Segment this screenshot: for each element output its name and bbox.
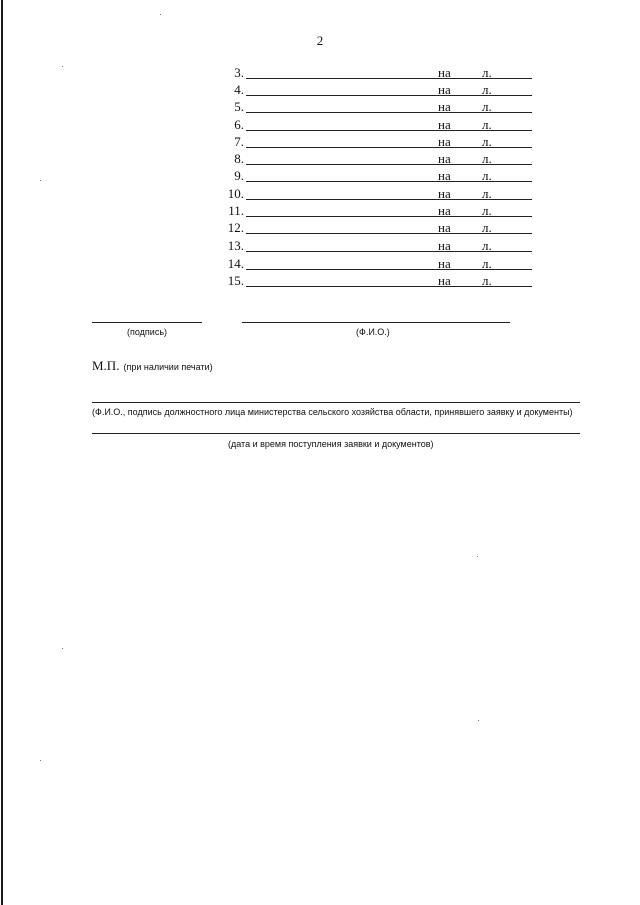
document-row xyxy=(100,220,520,237)
document-row xyxy=(100,134,520,151)
document-row xyxy=(100,65,520,82)
full-name-line xyxy=(242,322,510,323)
pages-suffix: л. xyxy=(482,168,492,183)
pages-suffix: л. xyxy=(482,203,492,218)
document-row xyxy=(100,238,520,255)
pages-prefix: на xyxy=(438,168,451,183)
scan-speck xyxy=(40,180,41,181)
scan-speck xyxy=(160,14,161,15)
pages-count-blank xyxy=(457,286,478,287)
pages-suffix: л. xyxy=(482,273,492,288)
row-number: 14. xyxy=(227,256,244,271)
row-number: 7. xyxy=(234,134,244,149)
datetime-caption: (дата и время поступления заявки и документов) xyxy=(228,439,434,449)
pages-suffix: л. xyxy=(482,82,492,97)
row-number: 9. xyxy=(234,168,244,183)
pages-prefix: на xyxy=(438,238,451,253)
pages-count-blank xyxy=(457,147,478,148)
pages-suffix: л. xyxy=(482,238,492,253)
stamp-note: (при наличии печати) xyxy=(123,362,213,372)
pages-count-blank xyxy=(457,112,478,113)
row-number: 3. xyxy=(234,65,244,80)
pages-prefix: на xyxy=(438,65,451,80)
full-name-caption: (Ф.И.О.) xyxy=(356,327,390,337)
row-number: 8. xyxy=(234,151,244,166)
pages-prefix: на xyxy=(438,82,451,97)
document-row xyxy=(100,203,520,220)
scan-speck xyxy=(478,720,479,721)
pages-suffix: л. xyxy=(482,151,492,166)
row-number: 6. xyxy=(234,117,244,132)
row-number: 5. xyxy=(234,99,244,114)
pages-suffix: л. xyxy=(482,134,492,149)
page-number: 2 xyxy=(316,33,324,48)
pages-prefix: на xyxy=(438,186,451,201)
document-row xyxy=(100,117,520,134)
pages-count-blank xyxy=(457,78,478,79)
pages-prefix: на xyxy=(438,273,451,288)
pages-suffix: л. xyxy=(482,220,492,235)
pages-prefix: на xyxy=(438,256,451,271)
pages-suffix: л. xyxy=(482,256,492,271)
official-caption: (Ф.И.О., подпись должностного лица министерства сельского хозяйства области, принявшего заявку и документы) xyxy=(92,407,573,417)
pages-count-blank xyxy=(457,95,478,96)
pages-prefix: на xyxy=(438,117,451,132)
pages-count-blank xyxy=(457,269,478,270)
document-row xyxy=(100,99,520,116)
pages-suffix: л. xyxy=(482,99,492,114)
document-row xyxy=(100,256,520,273)
pages-prefix: на xyxy=(438,151,451,166)
row-number: 15. xyxy=(227,273,244,288)
stamp-label: М.П. xyxy=(92,358,120,373)
document-row xyxy=(100,273,520,290)
pages-prefix: на xyxy=(438,220,451,235)
pages-prefix: на xyxy=(438,134,451,149)
pages-count-blank xyxy=(457,216,478,217)
pages-prefix: на xyxy=(438,99,451,114)
datetime-line xyxy=(92,433,580,434)
signature-caption: (подпись) xyxy=(127,327,168,337)
row-number: 11. xyxy=(228,203,244,218)
document-row xyxy=(100,82,520,99)
pages-count-blank xyxy=(457,199,478,200)
document-row xyxy=(100,186,520,203)
pages-suffix: л. xyxy=(482,65,492,80)
scan-speck xyxy=(477,556,478,557)
row-number: 4. xyxy=(234,82,244,97)
scan-speck xyxy=(40,760,41,761)
document-row xyxy=(100,168,520,185)
stamp-place xyxy=(92,357,213,375)
document-row xyxy=(100,151,520,168)
pages-count-blank xyxy=(457,164,478,165)
scan-edge xyxy=(1,0,3,905)
pages-suffix: л. xyxy=(482,117,492,132)
signature-line xyxy=(92,322,202,323)
pages-prefix: на xyxy=(438,203,451,218)
pages-count-blank xyxy=(457,181,478,182)
pages-suffix: л. xyxy=(482,186,492,201)
pages-count-blank xyxy=(457,251,478,252)
pages-count-blank xyxy=(457,233,478,234)
pages-count-blank xyxy=(457,130,478,131)
row-number: 10. xyxy=(227,186,244,201)
scan-speck xyxy=(62,66,63,67)
row-number: 12. xyxy=(227,220,244,235)
official-signature-line xyxy=(92,402,580,403)
scan-speck xyxy=(62,648,63,649)
row-number: 13. xyxy=(227,238,244,253)
